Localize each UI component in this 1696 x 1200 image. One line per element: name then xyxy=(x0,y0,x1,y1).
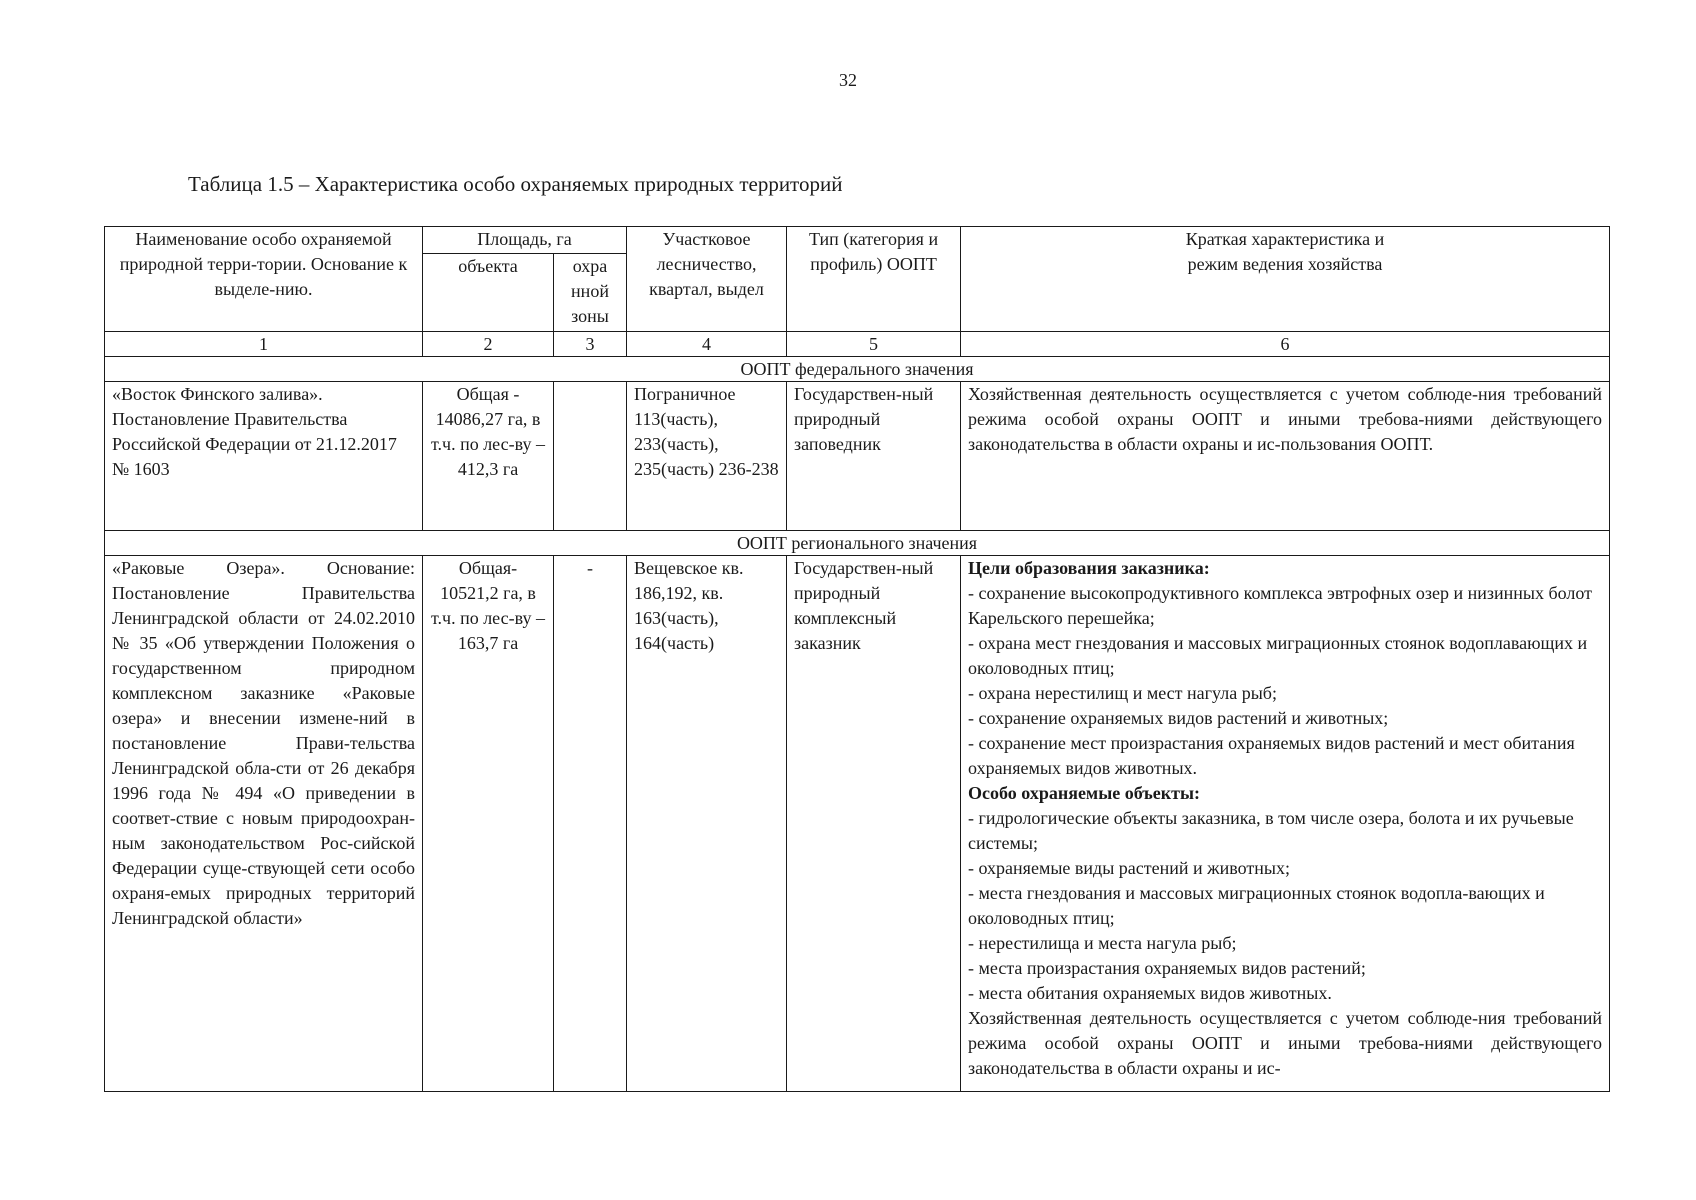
row-description xyxy=(961,556,1610,1092)
goal-item: - сохранение высокопродуктивного комплекса эвтрофных озер и низинных болот Карельского перешейка; xyxy=(968,583,1593,628)
header-forestry: Участковое лесничество, квартал, выдел xyxy=(627,227,787,332)
header-name: Наименование особо охраняемой природной терри-тории. Основание к выделе-нию. xyxy=(105,227,423,332)
header-description: Краткая характеристика и режим ведения хозяйства xyxy=(961,227,1610,332)
header-type: Тип (категория и профиль) ООПТ xyxy=(787,227,961,332)
goals-heading: Цели образования заказника: xyxy=(968,558,1210,578)
page-number: 32 xyxy=(839,70,857,90)
column-number: 2 xyxy=(423,332,554,357)
goal-item: - сохранение мест произрастания охраняемых видов растений и мест обитания охраняемых видов животных. xyxy=(968,733,1575,778)
header-area-object: объекта xyxy=(423,253,554,331)
section-regional-row xyxy=(105,531,1610,556)
goal-item: - охрана мест гнездования и массовых миграционных стоянок водоплавающих и околоводных птиц; xyxy=(968,633,1588,678)
column-numbers-row xyxy=(105,332,1610,357)
row-area-zone: - xyxy=(554,556,627,1092)
section-federal-row xyxy=(105,357,1610,382)
column-number: 4 xyxy=(627,332,787,357)
protected-areas-table xyxy=(104,226,1610,1092)
goal-item: - охрана нерестилищ и мест нагула рыб; xyxy=(968,683,1277,703)
table-row xyxy=(105,382,1610,531)
row-name: «Раковые Озера». Основание: Постановление Правительства Ленинградской области от 24.02.2010 № 35 «Об утверждении Положения о государственном природном комплексном заказнике «Раковые озера» и внесении измене-ний в постановление Прави-тельства Ленинградской обла-сти от 26 декабря 1996 года № 494 «О приведении в соответ-ствие с новым природоохран-ным законодательством Рос-сийской Федерации суще-ствующей сети особо охраня-емых природных территорий Ленинградской области» xyxy=(105,556,423,1092)
column-number: 6 xyxy=(961,332,1610,357)
object-item: - охраняемые виды растений и животных; xyxy=(968,858,1290,878)
table-header-row-1 xyxy=(105,227,1610,254)
section-regional: ООПТ регионального значения xyxy=(105,531,1610,556)
row-type: Государствен-ный природный заповедник xyxy=(787,382,961,531)
row-area-zone xyxy=(554,382,627,531)
goal-item: - сохранение охраняемых видов растений и животных; xyxy=(968,708,1389,728)
object-item: - места произрастания охраняемых видов растений; xyxy=(968,958,1366,978)
row-type: Государствен-ный природный комплексный заказник xyxy=(787,556,961,1092)
column-number: 5 xyxy=(787,332,961,357)
row-name: «Восток Финского залива». Постановление Правительства Российской Федерации от 21.12.2017 № 1603 xyxy=(105,382,423,531)
objects-heading: Особо охраняемые объекты: xyxy=(968,783,1201,803)
table-row xyxy=(105,556,1610,1092)
object-item: - гидрологические объекты заказника, в том числе озера, болота и их ручьевые системы; xyxy=(968,808,1574,853)
description-tail: Хозяйственная деятельность осуществляется с учетом соблюде-ния требований режима особой охраны ООПТ и иными требова-ниями действующего законодательства в области охраны и ис- xyxy=(968,1008,1603,1078)
row-forestry: Пограничное 113(часть), 233(часть), 235(часть) 236-238 xyxy=(627,382,787,531)
column-number: 1 xyxy=(105,332,423,357)
table-caption: Таблица 1.5 – Характеристика особо охраняемых природных территорий xyxy=(188,172,843,196)
row-area-object: Общая - 14086,27 га, в т.ч. по лес-ву – 412,3 га xyxy=(423,382,554,531)
row-forestry: Вещевское кв. 186,192, кв. 163(часть), 164(часть) xyxy=(627,556,787,1092)
header-area-zone: охра нной зоны xyxy=(554,253,627,331)
object-item: - нерестилища и места нагула рыб; xyxy=(968,933,1237,953)
row-area-object: Общая- 10521,2 га, в т.ч. по лес-ву – 163,7 га xyxy=(423,556,554,1092)
section-federal: ООПТ федерального значения xyxy=(105,357,1610,382)
object-item: - места обитания охраняемых видов животных. xyxy=(968,983,1332,1003)
column-number: 3 xyxy=(554,332,627,357)
header-area: Площадь, га xyxy=(423,227,627,254)
row-description: Хозяйственная деятельность осуществляется с учетом соблюде-ния требований режима особой охраны ООПТ и иными требова-ниями действующего законодательства в области охраны и ис-пользования ООПТ. xyxy=(961,382,1610,531)
object-item: - места гнездования и массовых миграционных стоянок водопла-вающих и околоводных птиц; xyxy=(968,883,1545,928)
